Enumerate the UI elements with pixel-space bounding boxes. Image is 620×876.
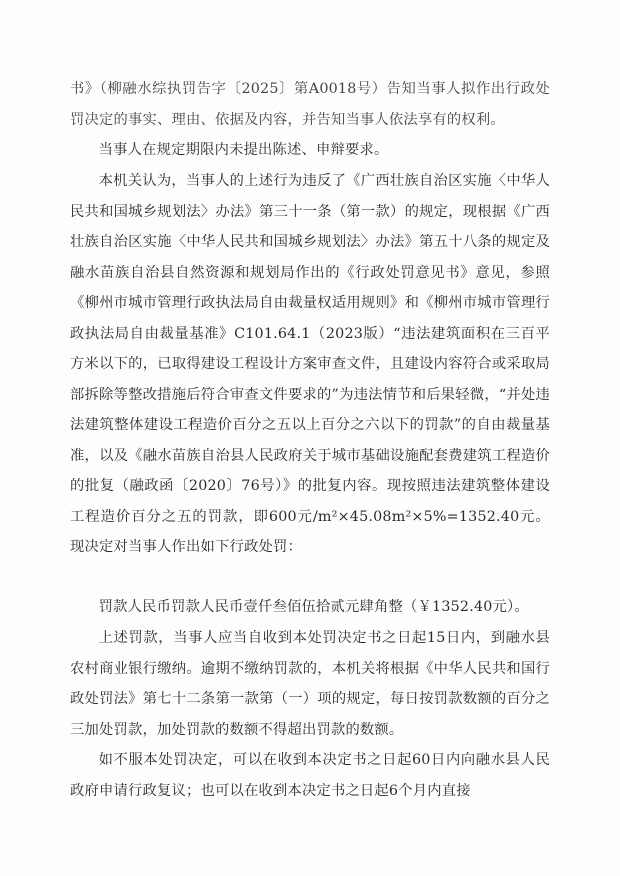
paragraph-notice-continuation: 书》（柳融水综执罚告字〔2025〕第A0018号）告知当事人拟作出行政处罚决定的事实、理由、依据及内容，并告知当事人依法享有的权利。: [70, 81, 550, 128]
paragraph-legal-basis: 本机关认为，当事人的上述行为违反了《广西壮族自治区实施〈中华人民共和国城乡规划法〉办法》第三十一条（第一款）的规定，现根据《广西壮族自治区实施〈中华人民共和国城乡规划法〉办法》第五十八条的规定及融水苗族自治县自然资源和规划局作出的《行政处罚意见书》意见，参照《柳州市城市管理行政执法局自由裁量权适用规则》和《柳州市城市管理行政执法局自由裁量基准》C101.64.1（2023版）“违法建筑面积在三百平方米以下的，已取得建设工程设计方案审查文件，且建设内容符合或采取局部拆除等整改措施后符合审查文件要求的”为违法情节和后果轻微，“并处违法建筑整体建设工程造价百分之五以上百分之六以下的罚款”的自由裁量基准，以及《融水苗族自治县人民政府关于城市基础设施配套费建筑工程造价的批复（融政函〔2020〕76号）》的批复内容。现按照违法建筑整体建设工程造价百分之五的罚款，即600元/m²×45.08m²×5%=1352.40元。现决定对当事人作出如下行政处罚：: [70, 173, 550, 555]
paragraph-fine-amount: 罚款人民币罚款人民币壹仟叁佰伍拾贰元肆角整（￥1352.40元）。: [98, 599, 529, 615]
paragraph-appeal-rights: 如不服本处罚决定，可以在收到本决定书之日起60日内向融水县人民政府申请行政复议；也可以在收到本决定书之日起6个月内直接: [70, 752, 550, 799]
paragraph-no-statement: 当事人在规定期限内未提出陈述、申辩要求。: [98, 142, 389, 158]
paragraph-payment-terms: 上述罚款，当事人应当自收到本处罚决定书之日起15日内，到融水县农村商业银行缴纳。逾期不缴纳罚款的，本机关将根据《中华人民共和国行政处罚法》第七十二条第一款第（一）项的规定，每日按罚款数额的百分之三加处罚款，加处罚款的数额不得超出罚款的数额。: [70, 630, 550, 738]
